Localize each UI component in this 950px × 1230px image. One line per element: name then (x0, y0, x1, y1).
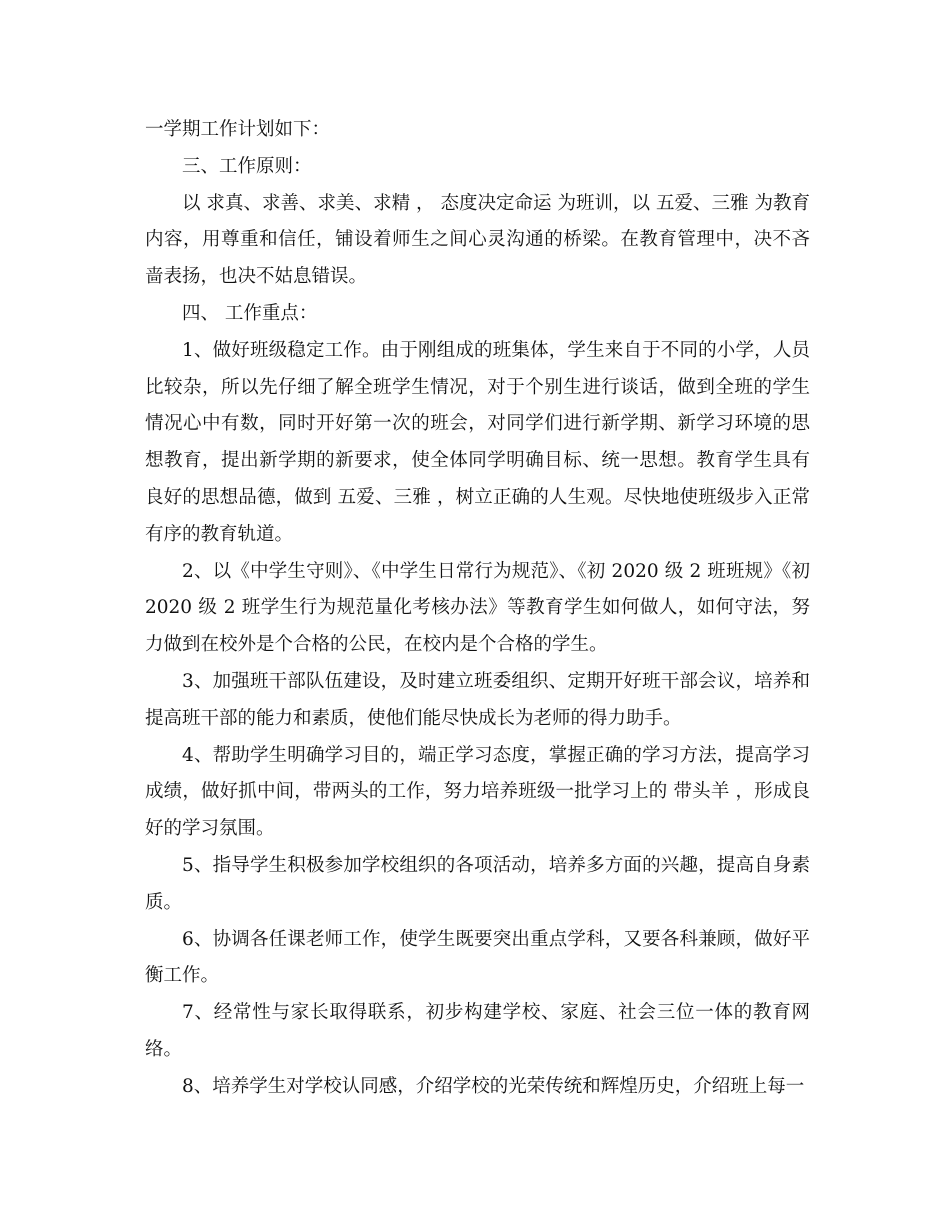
paragraph-principles: 以 求真、求善、求美、求精 ， 态度决定命运 为班训，以 五爱、三雅 为教育内容，用尊重和信任，铺设着师生之间心灵沟通的桥梁。在教育管理中，决不吝啬表扬，也决不姑息错误。 (145, 192, 810, 288)
list-item-1: 1、做好班级稳定工作。由于刚组成的班集体，学生来自于不同的小学，人员比较杂，所以先仔细了解全班学生情况，对于个别生进行谈话，做到全班的学生情况心中有数，同时开好第一次的班会，对同学们进行新学期、新学习环境的思想教育，提出新学期的新要求，使全体同学明确目标、统一思想。教育学生具有良好的思想品德，做到 五爱、三雅 ，树立正确的人生观。尽快地使班级步入正常有序的教育轨道。 (145, 339, 810, 545)
list-item-6: 6、协调各任课老师工作，使学生既要突出重点学科，又要各科兼顾，做好平衡工作。 (145, 928, 810, 987)
list-item-5: 5、指导学生积极参加学校组织的各项活动，培养多方面的兴趣，提高自身素质。 (145, 854, 810, 913)
list-item-2: 2、以《中学生守则》、《中学生日常行为规范》、《初 2020 级 2 班班规》《初 2020 级 2 班学生行为规范量化考核办法》等教育学生如何做人，如何守法，努力做到在校外是个合格的公民，在校内是个合格的学生。 (145, 560, 810, 656)
document-body (145, 112, 810, 1106)
list-item-8: 8、培养学生对学校认同感，介绍学校的光荣传统和辉煌历史，介绍班上每一 (182, 1075, 805, 1097)
heading-work-principles: 三、工作原则： (182, 155, 312, 177)
list-item-7: 7、经常性与家长取得联系，初步构建学校、家庭、社会三位一体的教育网络。 (145, 1002, 810, 1060)
list-item-3: 3、加强班干部队伍建设，及时建立班委组织、定期开好班干部会议，培养和提高班干部的能力和素质，使他们能尽快成长为老师的得力助手。 (145, 670, 810, 729)
paragraph-intro: 一学期工作计划如下： (145, 119, 331, 140)
heading-work-focus: 四、 工作重点： (182, 302, 318, 324)
list-item-4: 4、帮助学生明确学习目的，端正学习态度，掌握正确的学习方法，提高学习成绩，做好抓中间，带两头的工作，努力培养班级一批学习上的 带头羊 ，形成良好的学习氛围。 (145, 744, 810, 840)
